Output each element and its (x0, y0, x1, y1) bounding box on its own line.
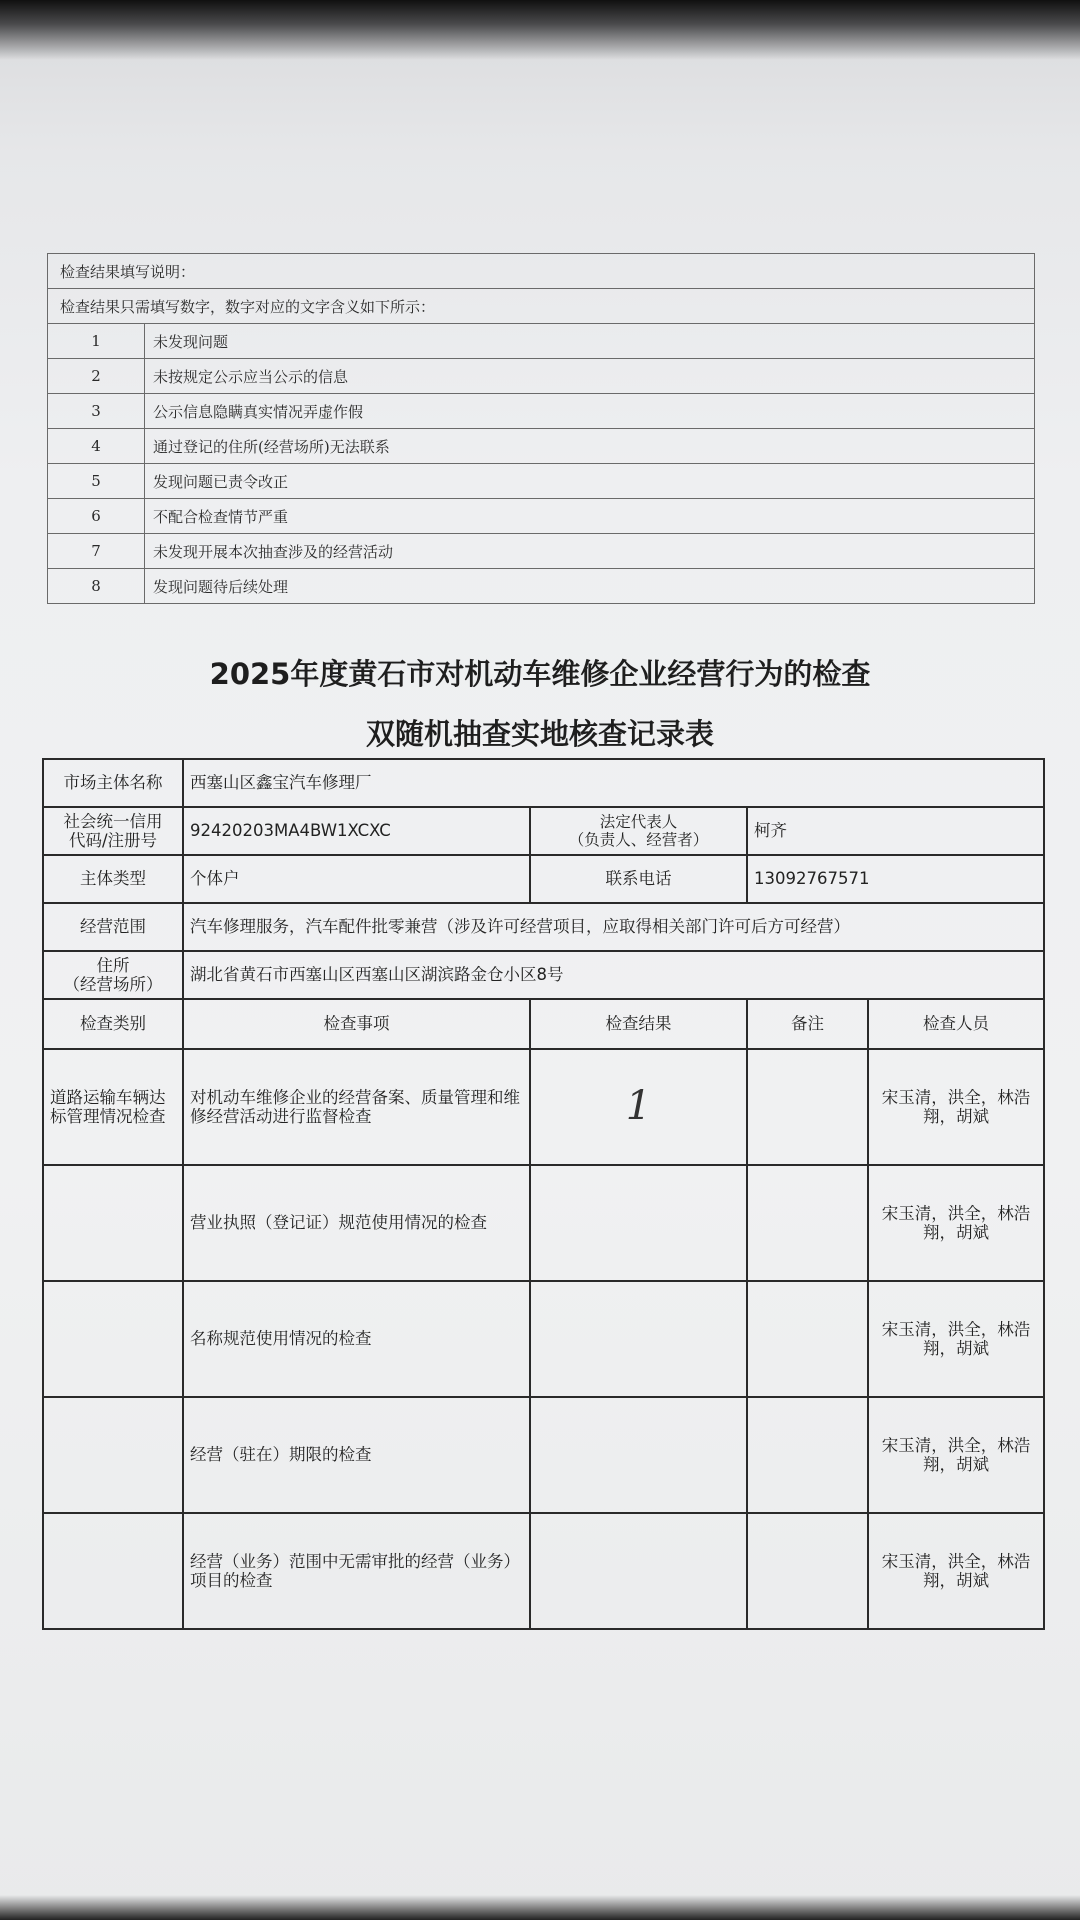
legend-code-row (48, 429, 1035, 464)
column-header-category: 检查类别 (43, 999, 183, 1049)
inspection-remark (747, 1165, 868, 1281)
business-scope-label: 经营范围 (43, 903, 183, 951)
legend-heading: 检查结果填写说明： (48, 254, 1035, 289)
legend-code-number: 4 (48, 429, 145, 464)
subject-type-value: 个体户 (183, 855, 530, 903)
inspection-row (43, 1513, 1044, 1629)
subject-name-label: 市场主体名称 (43, 759, 183, 807)
legend-code-text: 未发现问题 (145, 324, 1035, 359)
business-scope-value: 汽车修理服务，汽车配件批零兼营（涉及许可经营项目，应取得相关部门许可后方可经营） (183, 903, 1044, 951)
inspection-row (43, 1397, 1044, 1513)
legend-code-number: 5 (48, 464, 145, 499)
inspection-result (530, 1165, 747, 1281)
credit-code-row (43, 807, 1044, 855)
subject-type-row (43, 855, 1044, 903)
legend-code-number: 1 (48, 324, 145, 359)
legend-code-row (48, 534, 1035, 569)
column-header-item: 检查事项 (183, 999, 530, 1049)
inspection-item: 名称规范使用情况的检查 (183, 1281, 530, 1397)
document-subtitle: 双随机抽查实地核查记录表 (365, 717, 714, 751)
legend-code-row (48, 394, 1035, 429)
address-value: 湖北省黄石市西塞山区西塞山区湖滨路金仓小区8号 (183, 951, 1044, 999)
inspection-remark (747, 1049, 868, 1165)
address-label-line1: 住所 (96, 955, 130, 975)
inspection-item: 经营（驻在）期限的检查 (183, 1397, 530, 1513)
legend-code-text: 不配合检查情节严重 (145, 499, 1035, 534)
legal-rep-value: 柯齐 (747, 807, 1044, 855)
inspection-remark (747, 1281, 868, 1397)
legal-rep-label (530, 807, 747, 855)
inspection-category (43, 1513, 183, 1629)
inspection-remark (747, 1397, 868, 1513)
address-label (43, 951, 183, 999)
legend-code-number: 3 (48, 394, 145, 429)
inspection-result: 1 (530, 1049, 747, 1165)
credit-code-label-line1: 社会统一信用 (63, 811, 163, 831)
top-shadow (0, 0, 1080, 60)
inspection-result (530, 1513, 747, 1629)
legend-code-row (48, 499, 1035, 534)
legal-rep-label-line2: （负责人、经营者） (568, 831, 709, 849)
legend-code-row (48, 359, 1035, 394)
legend-code-row (48, 464, 1035, 499)
credit-code-value: 92420203MA4BW1XCXC (183, 807, 530, 855)
inspection-category (43, 1165, 183, 1281)
inspection-item: 经营（业务）范围中无需审批的经营（业务）项目的检查 (183, 1513, 530, 1629)
address-label-line2: （经营场所） (63, 975, 163, 994)
legend-instruction-row (48, 289, 1035, 324)
inspection-inspectors: 宋玉清，洪全，林浩翔，胡斌 (868, 1165, 1044, 1281)
legend-code-number: 7 (48, 534, 145, 569)
legend-code-text: 通过登记的住所(经营场所)无法联系 (145, 429, 1035, 464)
legend-code-text: 发现问题待后续处理 (145, 569, 1035, 604)
legend-instruction: 检查结果只需填写数字，数字对应的文字含义如下所示： (48, 289, 1035, 324)
address-row (43, 951, 1044, 999)
legend-code-number: 6 (48, 499, 145, 534)
legal-rep-label-line1: 法定代表人 (599, 812, 678, 831)
phone-value: 13092767571 (747, 855, 1044, 903)
result-code-legend (47, 253, 1035, 604)
legend-code-number: 2 (48, 359, 145, 394)
subject-type-label: 主体类型 (43, 855, 183, 903)
inspection-result (530, 1281, 747, 1397)
inspection-inspectors: 宋玉清，洪全，林浩翔，胡斌 (868, 1049, 1044, 1165)
inspection-remark (747, 1513, 868, 1629)
inspection-inspectors: 宋玉清，洪全，林浩翔，胡斌 (868, 1397, 1044, 1513)
inspection-category: 道路运输车辆达标管理情况检查 (43, 1049, 183, 1165)
inspection-inspectors: 宋玉清，洪全，林浩翔，胡斌 (868, 1281, 1044, 1397)
inspection-row (43, 1165, 1044, 1281)
subject-name-row (43, 759, 1044, 807)
legend-code-text: 未发现开展本次抽查涉及的经营活动 (145, 534, 1035, 569)
legend-code-row (48, 324, 1035, 359)
column-header-remark: 备注 (747, 999, 868, 1049)
document-title: 2025年度黄石市对机动车维修企业经营行为的检查 (209, 657, 871, 691)
phone-label: 联系电话 (530, 855, 747, 903)
legend-heading-row (48, 254, 1035, 289)
inspection-category (43, 1397, 183, 1513)
inspection-row (43, 1281, 1044, 1397)
column-header-row (43, 999, 1044, 1049)
legend-code-text: 发现问题已责令改正 (145, 464, 1035, 499)
inspection-category (43, 1281, 183, 1397)
credit-code-label (43, 807, 183, 855)
subject-name-value: 西塞山区鑫宝汽车修理厂 (183, 759, 1044, 807)
business-scope-row (43, 903, 1044, 951)
inspection-inspectors: 宋玉清，洪全，林浩翔，胡斌 (868, 1513, 1044, 1629)
inspection-result (530, 1397, 747, 1513)
inspection-item: 对机动车维修企业的经营备案、质量管理和维修经营活动进行监督检查 (183, 1049, 530, 1165)
legend-code-text: 公示信息隐瞒真实情况弄虚作假 (145, 394, 1035, 429)
credit-code-label-line2: 代码/注册号 (68, 831, 158, 850)
inspection-item: 营业执照（登记证）规范使用情况的检查 (183, 1165, 530, 1281)
legend-code-row (48, 569, 1035, 604)
legend-code-text: 未按规定公示应当公示的信息 (145, 359, 1035, 394)
inspection-row (43, 1049, 1044, 1165)
bottom-shadow (0, 1895, 1080, 1920)
column-header-result: 检查结果 (530, 999, 747, 1049)
legend-code-number: 8 (48, 569, 145, 604)
column-header-inspectors: 检查人员 (868, 999, 1044, 1049)
inspection-record-table (42, 758, 1045, 1630)
